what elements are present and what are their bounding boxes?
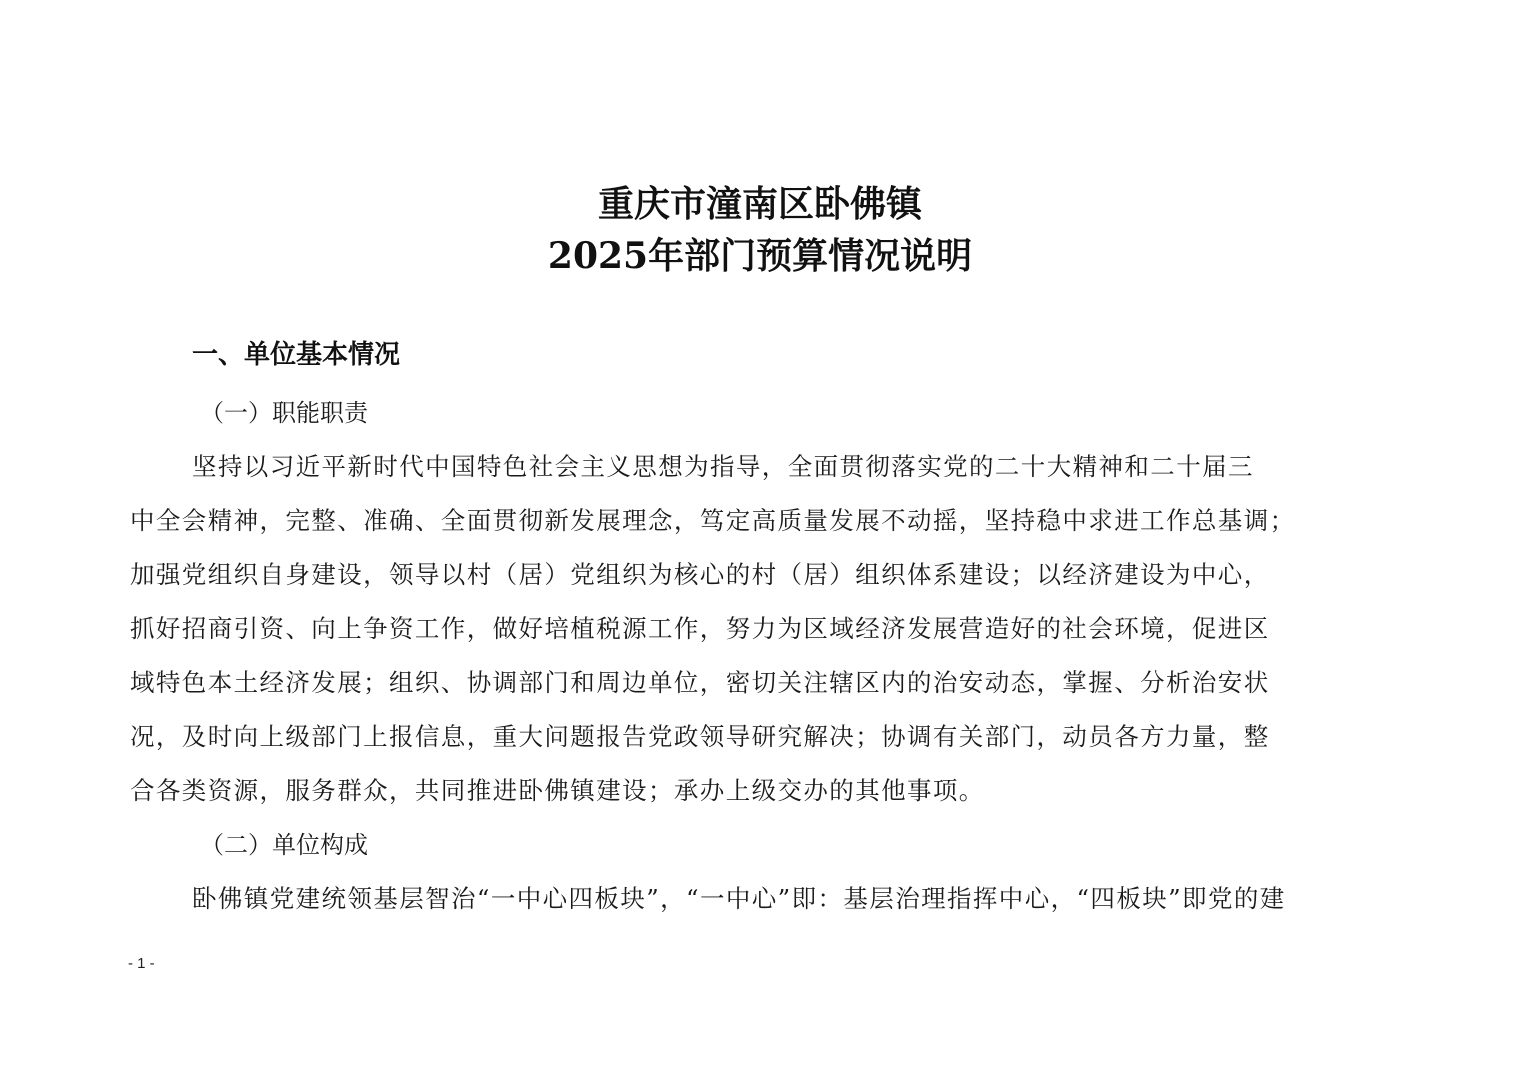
subheading-composition: （二）单位构成 (200, 831, 368, 859)
subheading-functions: （一）职能职责 (200, 399, 368, 427)
page-number: - 1 - (128, 955, 155, 972)
paragraph-line: 坚持以习近平新时代中国特色社会主义思想为指导，全面贯彻落实党的二十大精神和二十届三 (192, 452, 1254, 481)
paragraph-line: 域特色本土经济发展；组织、协调部门和周边单位，密切关注辖区内的治安动态，掌握、分析治安状 (130, 668, 1270, 697)
section-heading-basic-info: 一、单位基本情况 (192, 340, 401, 370)
paragraph-line: 合各类资源，服务群众，共同推进卧佛镇建设；承办上级交办的其他事项。 (130, 776, 985, 805)
paragraph-line: 加强党组织自身建设，领导以村（居）党组织为核心的村（居）组织体系建设；以经济建设为中心， (130, 560, 1270, 589)
paragraph-line: 况，及时向上级部门上报信息，重大问题报告党政领导研究解决；协调有关部门，动员各方力量，整 (130, 722, 1270, 751)
paragraph-line: 中全会精神，完整、准确、全面贯彻新发展理念，笃定高质量发展不动摇，坚持稳中求进工作总基调； (130, 506, 1296, 535)
document-title-line2: 2025年部门预算情况说明 (547, 235, 973, 277)
paragraph-line: 抓好招商引资、向上争资工作，做好培植税源工作，努力为区域经济发展营造好的社会环境，促进区 (130, 614, 1270, 643)
document-title-line1: 重庆市潼南区卧佛镇 (597, 183, 922, 225)
paragraph-line: 卧佛镇党建统领基层智治“一中心四板块”，“一中心”即：基层治理指挥中心，“四板块”即党的建 (192, 884, 1286, 913)
